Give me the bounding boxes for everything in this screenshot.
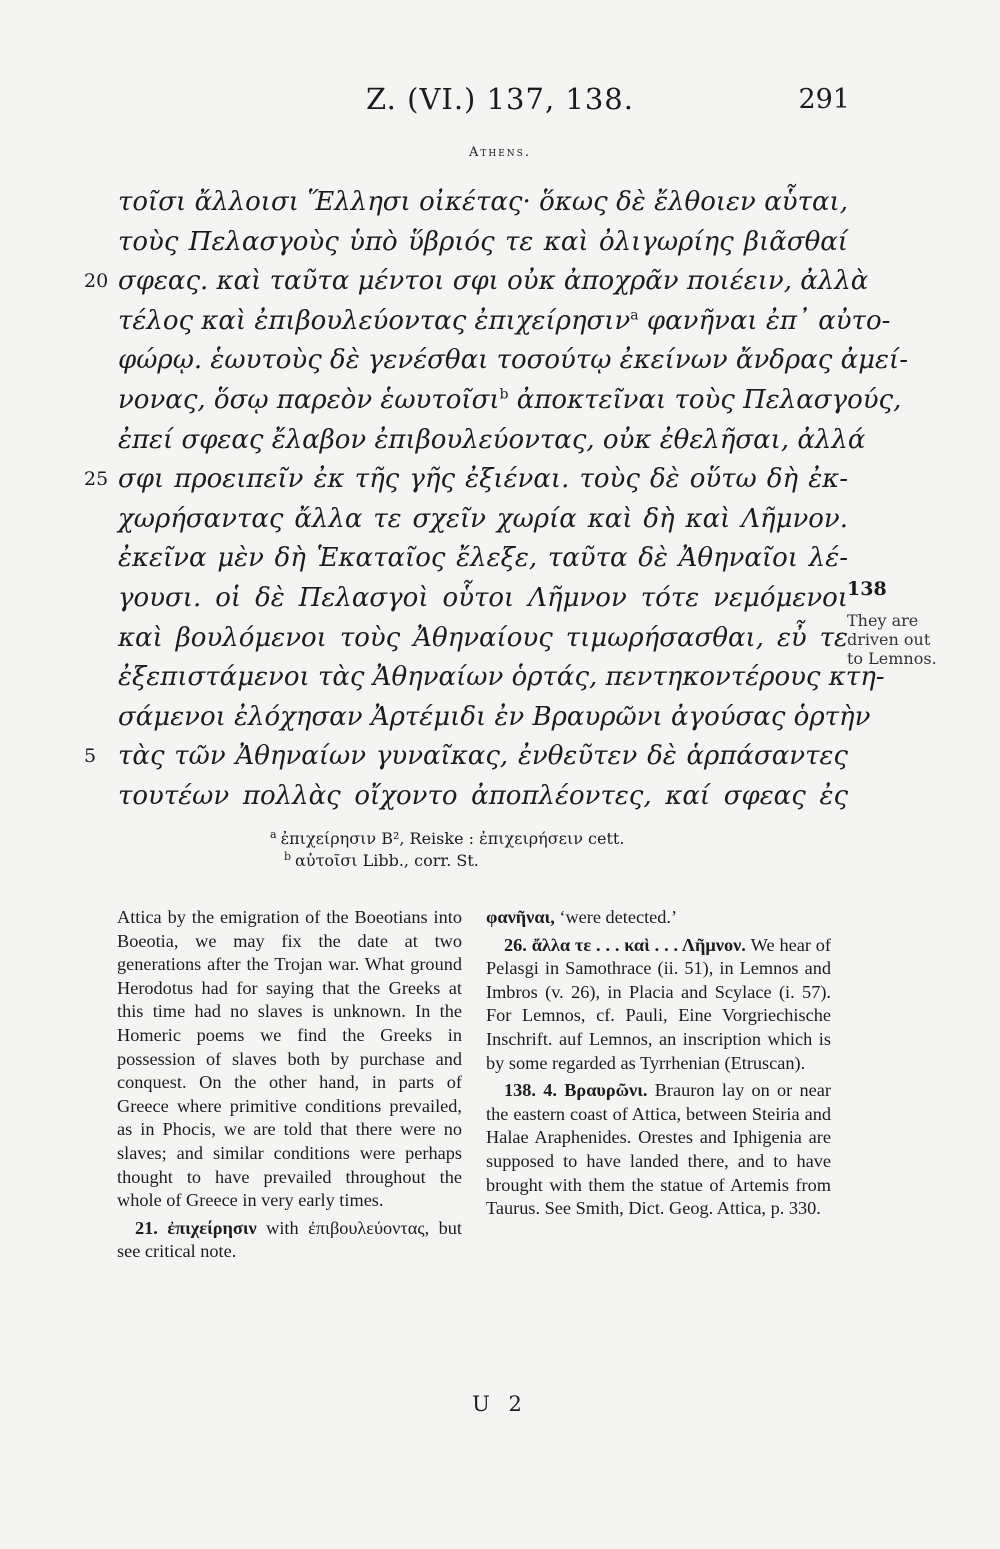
commentary-paragraph	[486, 1079, 831, 1221]
commentary-lemma: φανῆναι,	[486, 907, 555, 927]
greek-line	[84, 262, 869, 302]
commentary-lemma: 26. ἄλλα τε . . . καὶ . . . Λῆμνον.	[504, 934, 746, 955]
greek-line-text: ἐπεί σφεας ἔλαβον ἐπιβουλεύοντας, οὐκ ἐθελῆσαι, ἀλλά	[118, 424, 866, 455]
greek-line	[118, 223, 848, 263]
commentary-lemma: 21. ἐπιχείρησιν	[135, 1217, 257, 1238]
commentary-right-column	[486, 906, 831, 1221]
commentary-text: We hear of Pelasgi in Samothrace (ii. 51), in Lemnos and Imbros (v. 26), in Placia and Scylace (i. 57). For Lemnos, cf. Pauli, Eine Vorgriechische Inschrift. auf Lemnos, an inscription which is by some regarded as Tyrrhenian (Etruscan).	[486, 934, 831, 1073]
greek-line	[118, 539, 848, 579]
note-text: αὐτοῖσι Libb., corr. St.	[295, 851, 479, 870]
greek-line	[118, 341, 908, 381]
note-mark: a	[270, 827, 277, 841]
greek-line-text: σφι προειπεῖν ἐκ τῆς γῆς ἐξιέναι. τοὺς δὲ οὕτω δὴ ἐκ-	[118, 464, 848, 495]
note-text: ἐπιχείρησιν B², Reiske : ἐπιχειρήσειν cett.	[280, 829, 625, 848]
line-number: 25	[84, 468, 109, 491]
greek-line	[118, 302, 891, 342]
commentary-text: Brauron lay on or near the eastern coast of Attica, between Steiria and Halae Araphenides. Orestes and Iphigenia are supposed to have landed there, and to have brought with them the statue of Artemis from Taurus. See Smith, Dict. Geog. Attica, p. 330.	[486, 1080, 831, 1219]
location-heading: Athens.	[469, 145, 531, 160]
line-number: 5	[84, 745, 97, 768]
greek-line	[84, 737, 848, 777]
greek-line-text: τουτέων πολλὰς οἴχοντο ἀποπλέοντες, καί σφεας ἐς	[118, 780, 848, 811]
greek-line-text: χωρήσαντας ἄλλα τε σχεῖν χωρία καὶ δὴ καὶ Λῆμνον.	[118, 503, 848, 534]
critical-apparatus	[250, 828, 810, 872]
greek-line-text: σφεας. καὶ ταῦτα μέντοι σφι οὐκ ἀποχρᾶν ποιέειν, ἀλλὰ	[118, 266, 869, 297]
commentary-text: with ἐπιβουλεύοντας, but see critical note.	[117, 1217, 462, 1262]
greek-line	[118, 619, 848, 659]
commentary-text: ‘were detected.’	[554, 907, 678, 927]
page-header	[0, 82, 1000, 122]
greek-line	[118, 698, 871, 738]
greek-line-text: φώρῳ. ἑωυτοὺς δὲ γενέσθαι τοσούτῳ ἐκείνων ἄνδρας ἀμεί-	[118, 345, 908, 376]
greek-line	[84, 460, 848, 500]
margin-note-line: driven out	[847, 630, 931, 649]
commentary-text: Attica by the emigration of the Boeotians into Boeotia, we may fix the date at two generations after the Trojan war. What ground Herodotus had for saying that the Greeks at this time had no slaves is unknown. In the Homeric poems we find the Greeks in possession of slaves both by purchase and conquest. On the other hand, in parts of Greece where primitive conditions prevailed, as in Phocis, we are told that there were no slaves; and similar conditions were perhaps thought to have prevailed throughout the whole of Greece in very early times.	[117, 907, 462, 1211]
margin-note-line: to Lemnos.	[847, 649, 937, 668]
page-number: 291	[798, 84, 850, 115]
greek-line-text: ἐκεῖνα μὲν δὴ Ἑκαταῖος ἔλεξε, ταῦτα δὲ Ἀθηναῖοι λέ-	[118, 543, 848, 574]
commentary-lemma: 138. 4. Βραυρῶνι.	[504, 1080, 648, 1101]
margin-note	[847, 580, 967, 668]
greek-line	[118, 500, 848, 540]
footnote-ref: b	[499, 386, 509, 403]
margin-note-line: They are	[847, 611, 919, 630]
greek-line-text: νονας, ὅσῳ παρεὸν ἑωυτοῖσι	[118, 384, 500, 415]
commentary-paragraph	[117, 1217, 462, 1264]
commentary-paragraph	[486, 906, 831, 930]
greek-line	[118, 777, 848, 817]
note-mark: b	[284, 849, 292, 863]
greek-line	[118, 421, 866, 461]
greek-line-text: τὰς τῶν Ἀθηναίων γυναῖκας, ἐνθεῦτεν δὲ ἁρπάσαντες	[118, 741, 848, 772]
greek-line-text: τέλος καὶ ἐπιβουλεύοντας ἐπιχείρησιν	[118, 305, 631, 336]
commentary-paragraph	[486, 934, 831, 1076]
critical-note	[250, 828, 810, 850]
greek-line	[118, 381, 902, 421]
greek-line-text: σάμενοι ἐλόχησαν Ἀρτέμιδι ἐν Βραυρῶνι ἀγούσας ὁρτὴν	[118, 701, 871, 732]
commentary-paragraph	[117, 906, 462, 1213]
footnote-ref: a	[630, 307, 639, 324]
signature-mark: U 2	[472, 1392, 528, 1416]
commentary-left-column	[117, 906, 462, 1264]
greek-line-text: τοῖσι ἄλλοισι Ἕλλησι οἰκέτας· ὅκως δὲ ἔλθοιεν αὗται,	[118, 187, 848, 217]
critical-note	[250, 850, 810, 872]
greek-line	[118, 658, 885, 698]
greek-line-text: ἐξεπιστάμενοι τὰς Ἀθηναίων ὁρτάς, πεντηκοντέρους κτη-	[118, 662, 885, 693]
greek-line-text: ἀποκτεῖναι τοὺς Πελασγούς,	[508, 384, 902, 415]
greek-line	[118, 183, 848, 223]
line-number: 20	[84, 270, 109, 293]
greek-line-text: φανῆναι ἐπ᾽ αὐτο-	[638, 305, 891, 336]
section-number: 138	[847, 578, 887, 600]
greek-line	[118, 579, 848, 619]
greek-line-text: καὶ βουλόμενοι τοὺς Ἀθηναίους τιμωρήσασθαι, εὖ τε	[118, 622, 848, 653]
greek-line-text: τοὺς Πελασγοὺς ὑπὸ ὕβριός τε καὶ ὀλιγωρίης βιᾶσθαί	[118, 226, 848, 257]
greek-line-text: γουσι. οἱ δὲ Πελασγοὶ οὗτοι Λῆμνον τότε νεμόμενοι	[118, 582, 848, 613]
running-head: Z. (VI.) 137, 138.	[366, 82, 634, 116]
